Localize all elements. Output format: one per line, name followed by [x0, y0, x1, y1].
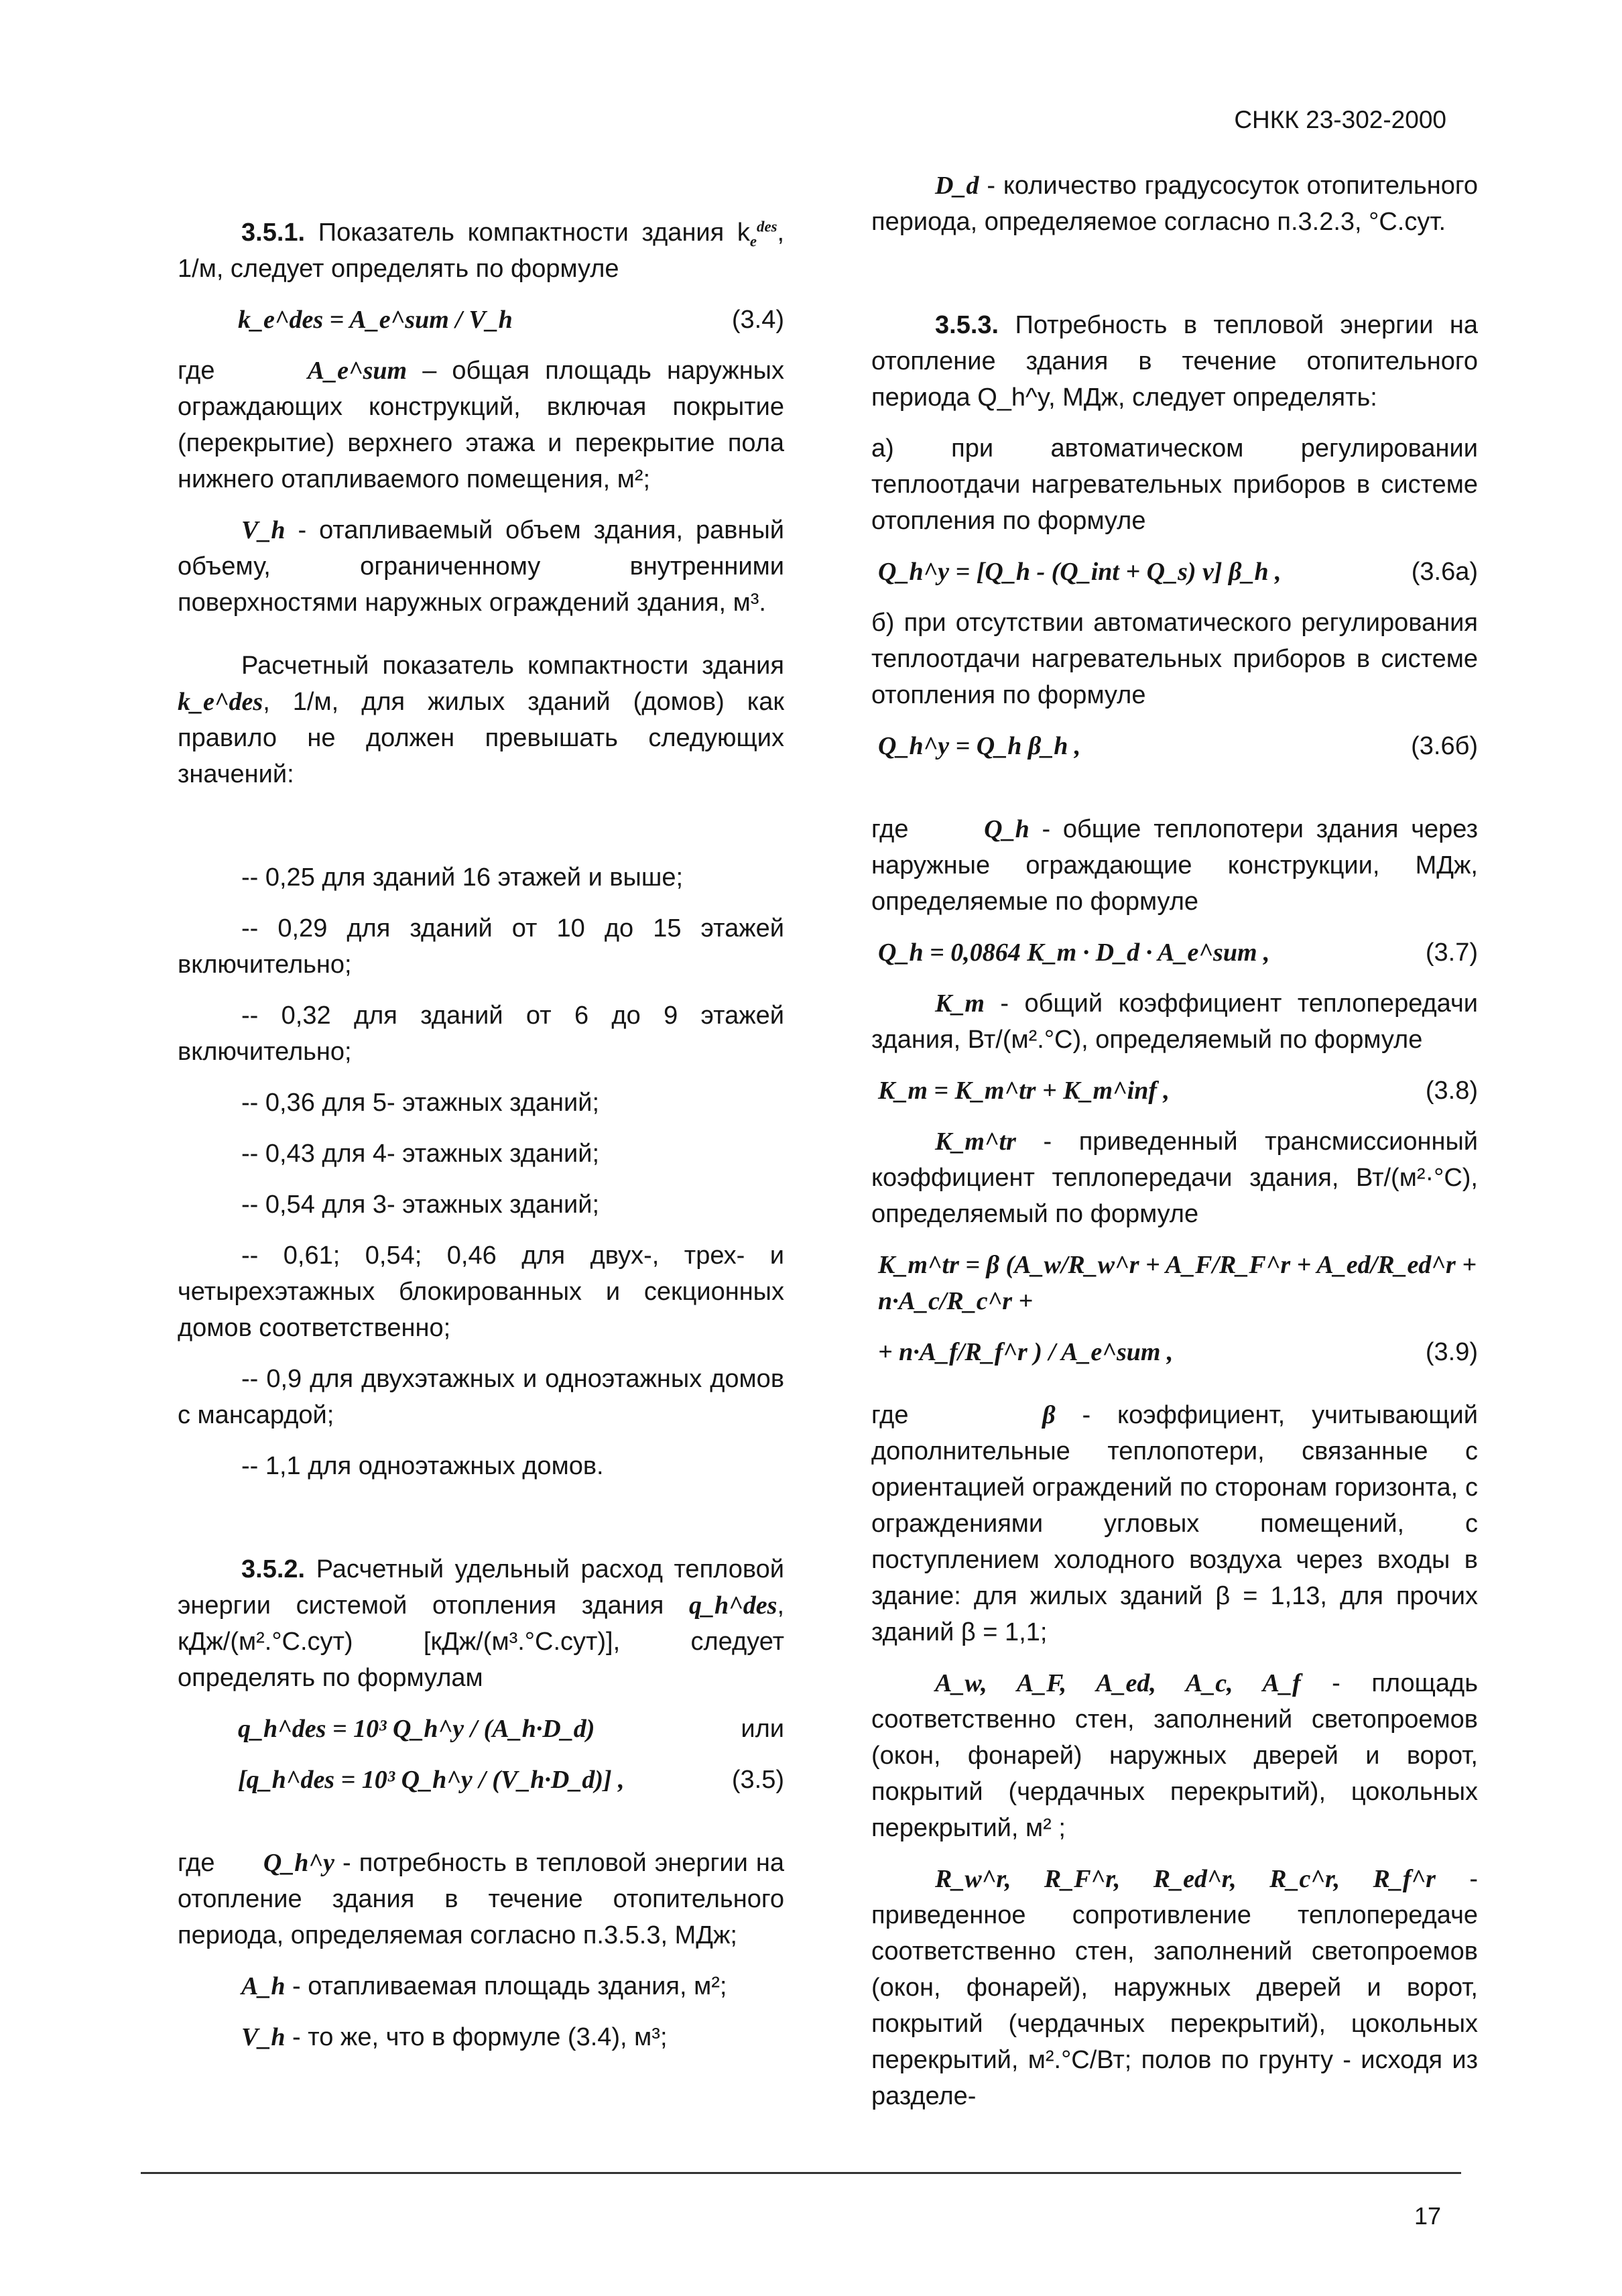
formula-3-6a [871, 554, 1478, 590]
formula-3-5a [178, 1711, 784, 1747]
def-text: - то же, что в формуле (3.4), м³; [292, 2023, 668, 2051]
definition-resistances [871, 1861, 1478, 2114]
def-lead: где [871, 1401, 909, 1429]
def-text: - потребность в тепловой энергии на отопление здания в течение отопительного периода, определяемая согласно п.3.5.3, МДж; [178, 1849, 784, 1949]
formula-body: q_h^des = 10³ Q_h^y / (A_h·D_d) [238, 1715, 595, 1743]
formula-3-7 [871, 934, 1478, 971]
section-text: Потребность в тепловой энергии на отопление здания в течение отопительного периода Q_h^y, МДж, следует определять: [871, 311, 1478, 412]
def-symbol: Q_h [984, 815, 1030, 843]
left-column [178, 168, 784, 2055]
def-symbol: β [1042, 1401, 1056, 1429]
section-text: Расчетный удельный расход тепловой энергии системой отопления здания [178, 1555, 785, 1620]
definition-areas [871, 1665, 1478, 1846]
limit-list [178, 859, 784, 1484]
def-symbol: R_w^r, R_F^r, R_ed^r, R_c^r, R_f^r [935, 1865, 1436, 1893]
definition-qh [871, 811, 1478, 920]
def-text: - общие теплопотери здания через наружные ограждающие конструкции, МДж, определяемые по формуле [871, 815, 1478, 916]
section-text: Показатель компактности здания k [318, 219, 750, 247]
def-text: - коэффициент, учитывающий дополнительные теплопотери, связанные с ориентацией ограждений по сторонам горизонта, с ограждениями угловых помещений, с поступлением холодного воздуха через входы в здание: для жилых зданий β = 1,13, для прочих зданий β = 1,1; [871, 1401, 1478, 1646]
list-item: -- 0,25 для зданий 16 этажей и выше; [241, 863, 684, 892]
case-a: а) при автоматическом регулировании теплоотдачи нагревательных приборов в системе отопления по формуле [871, 434, 1478, 535]
section-text-cont: , 1/м, следует определять по формуле [178, 219, 784, 283]
def-text: - общий коэффициент теплопередачи здания, Вт/(м².°С), определяемый по формуле [871, 989, 1478, 1054]
formula-3-5b [178, 1762, 784, 1798]
formula-number: (3.6а) [1411, 558, 1478, 586]
section-number: 3.5.1. [241, 219, 306, 247]
formula-3-9-line2 [871, 1334, 1478, 1370]
formula-body: + n·A_f/R_f^r ) / A_e^sum , [878, 1338, 1174, 1366]
def-text: – общая площадь наружных ограждающих конструкций, включая покрытие (перекрытие) верхнего этажа и перекрытие пола нижнего отапливаемого помещения, м²; [178, 357, 784, 493]
def-symbol: D_d [935, 172, 979, 200]
formula-body: [q_h^des = 10³ Q_h^y / (V_h·D_d)] , [238, 1766, 625, 1794]
calc-intro [178, 648, 784, 792]
list-item: -- 0,29 для зданий от 10 до 15 этажей включительно; [178, 914, 784, 979]
formula-number: (3.6б) [1411, 732, 1478, 760]
def-text: - площадь соответственно стен, заполнений светопроемов (окон, фонарей) наружных дверей и ворот, покрытий (чердачных перекрытий), цокольных перекрытий, м² ; [871, 1669, 1478, 1842]
def-symbol: K_m^tr [935, 1128, 1016, 1156]
formula-number: (3.4) [731, 306, 784, 334]
section-3-5-2 [178, 1551, 784, 1696]
def-symbol: A_e^sum [307, 357, 408, 385]
def-symbol: V_h [241, 516, 286, 544]
calc-intro-b: , 1/м, для жилых зданий (домов) как правило не должен превышать следующих значений: [178, 688, 784, 788]
formula-number: (3.5) [731, 1766, 784, 1794]
section-number: 3.5.3. [935, 311, 999, 339]
formula-3-9-line1 [871, 1247, 1478, 1319]
definition-qhy [178, 1845, 784, 1953]
section-text-cont: , кДж/(м².°С.сут) [кДж/(м³.°С.сут)], следует определять по формулам [178, 1591, 784, 1692]
section-3-5-1: 3.5.1. Показатель компактности здания $k_e^{des}$, 1/м, следует определять по формуле [178, 218, 784, 283]
formula-body: K_m = K_m^tr + K_m^inf , [878, 1077, 1170, 1105]
formula-3-8 [871, 1073, 1478, 1109]
formula-body: Q_h^y = [Q_h - (Q_int + Q_s) v] β_h , [878, 558, 1282, 586]
footer-rule [141, 2172, 1461, 2174]
formula-number: (3.9) [1425, 1338, 1478, 1366]
def-lead: где [178, 357, 215, 385]
formula-number: (3.7) [1425, 939, 1478, 967]
def-lead: где [871, 815, 909, 843]
formula-body: Q_h^y = Q_h β_h , [878, 732, 1081, 760]
formula-body: k_e^des = A_e^sum / V_h [238, 306, 513, 334]
def-lead: где [178, 1849, 215, 1877]
definition-vh [178, 512, 784, 621]
section-3-5-3 [871, 307, 1478, 416]
right-column [871, 168, 1478, 2114]
def-text: - количество градусосуток отопительного периода, определяемое согласно п.3.2.3, °С.сут. [871, 172, 1478, 236]
def-text: - отапливаемая площадь здания, м²; [292, 1972, 727, 2000]
list-item: -- 0,61; 0,54; 0,46 для двух-, трех- и четырехэтажных блокированных и секционных домов соответственно; [178, 1242, 784, 1342]
definition-ah [178, 1968, 784, 2004]
definition-km-tr [871, 1124, 1478, 1232]
section-number: 3.5.2. [241, 1555, 306, 1583]
formula-body: Q_h = 0,0864 K_m · D_d · A_e^sum , [878, 939, 1270, 967]
def-symbol: A_w, A_F, A_ed, A_c, A_f [935, 1669, 1301, 1697]
definition-beta [871, 1397, 1478, 1650]
formula-number: (3.8) [1425, 1077, 1478, 1105]
page-number: 17 [1414, 2202, 1441, 2230]
section-symbol: q_h^des [688, 1591, 777, 1620]
def-symbol: A_h [241, 1972, 286, 2000]
formula-3-6b [871, 728, 1478, 764]
formula-or: или [741, 1715, 784, 1743]
calc-intro-a: Расчетный показатель компактности здания [241, 652, 784, 680]
list-item: -- 1,1 для одноэтажных домов. [241, 1452, 604, 1480]
formula-body: K_m^tr = β (A_w/R_w^r + A_F/R_F^r + A_ed/R_ed^r + n·A_c/R_c^r + [878, 1251, 1477, 1315]
list-item: -- 0,32 для зданий от 6 до 9 этажей включительно; [178, 1002, 784, 1066]
def-symbol: K_m [935, 989, 985, 1018]
calc-intro-symbol: k_e^des [178, 688, 263, 716]
document-code: СНКК 23-302-2000 [1234, 106, 1446, 133]
def-text: - отапливаемый объем здания, равный объему, ограниченному внутренними поверхностями наружных ограждений здания, м³. [178, 516, 784, 617]
case-b: б) при отсутствии автоматического регулирования теплоотдачи нагревательных приборов в системе отопления по формуле [871, 609, 1478, 709]
definition-ae [178, 353, 784, 497]
def-symbol: Q_h^y [263, 1849, 334, 1877]
def-text: - приведенный трансмиссионный коэффициент теплопередачи здания, Вт/(м²·°С), определяемый по формуле [871, 1128, 1479, 1228]
definition-km [871, 985, 1478, 1058]
definition-vh-2 [178, 2019, 784, 2055]
list-item: -- 0,9 для двухэтажных и одноэтажных домов с мансардой; [178, 1365, 784, 1429]
formula-3-4 [178, 302, 784, 338]
list-item: -- 0,36 для 5- этажных зданий; [241, 1089, 600, 1117]
def-text: - приведенное сопротивление теплопередаче соответственно стен, заполнений светопроемов (окон, фонарей), наружных дверей и ворот, покрытий (чердачных перекрытий), цокольных перекрытий, м².°С/Вт; полов по грунту - исходя из разделе- [871, 1865, 1478, 2110]
definition-dd [871, 168, 1478, 240]
def-symbol: V_h [241, 2023, 286, 2051]
list-item: -- 0,43 для 4- этажных зданий; [241, 1140, 600, 1168]
list-item: -- 0,54 для 3- этажных зданий; [241, 1191, 600, 1219]
